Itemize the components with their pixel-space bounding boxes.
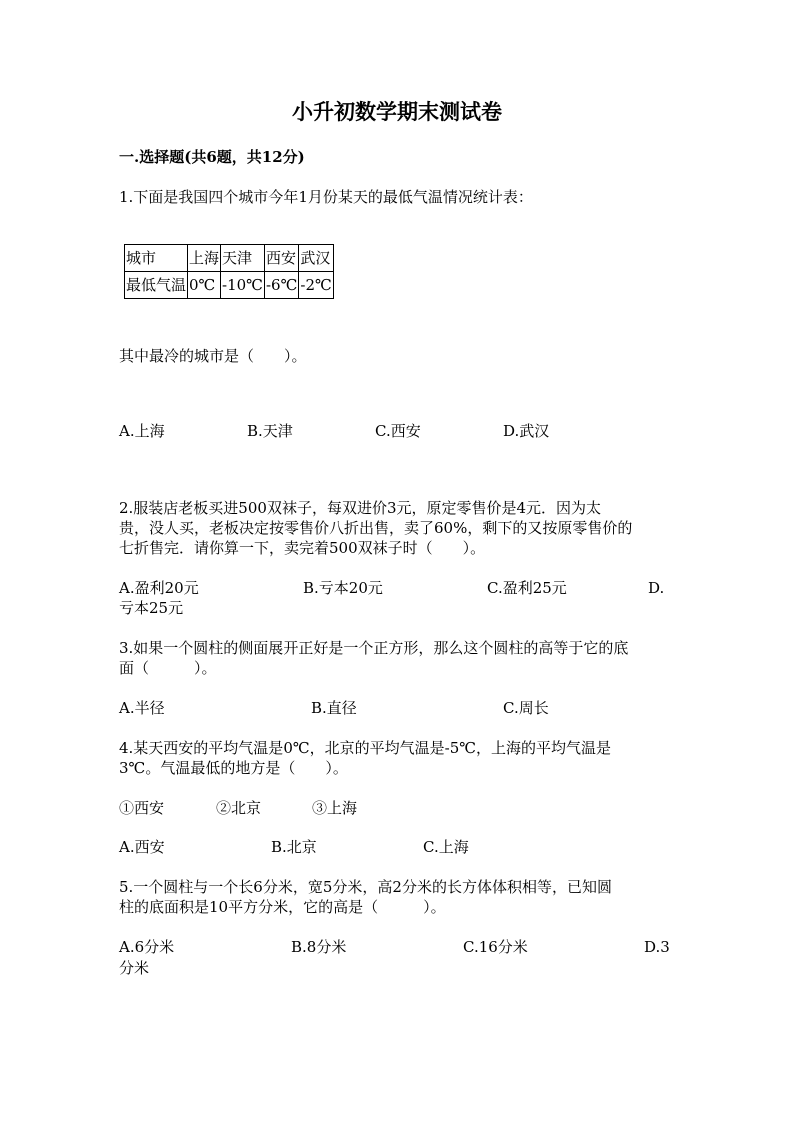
- table-cell: 最低气温: [125, 272, 188, 299]
- table-cell: 城市: [125, 245, 188, 272]
- temperature-table: [124, 244, 334, 299]
- table-cell: -10℃: [221, 272, 265, 299]
- q2-line-2: 贵，没人买，老板决定按零售价八折出售，卖了60%，剩下的又按原零售价的: [119, 519, 633, 537]
- table-cell: -6℃: [264, 272, 298, 299]
- q1-question: 其中最冷的城市是（ ）。: [119, 347, 307, 365]
- table-row: [125, 245, 334, 272]
- q4-line-1: 4.某天西安的平均气温是0℃，北京的平均气温是-5℃，上海的平均气温是: [119, 739, 612, 757]
- table-cell: 西安: [264, 245, 298, 272]
- q2-option-d[interactable]: D.: [648, 579, 665, 597]
- q5-option-d[interactable]: D.3: [644, 938, 670, 956]
- q1-stem: 1.下面是我国四个城市今年1月份某天的最低气温情况统计表：: [119, 188, 533, 206]
- q2-line-1: 2.服装店老板买进500双袜子，每双进价3元，原定零售价是4元．因为太: [119, 499, 602, 517]
- q4-item-3: ③上海: [312, 799, 358, 817]
- q3-line-2: 面（ ）。: [119, 659, 217, 677]
- q4-option-c[interactable]: C.上海: [423, 838, 469, 856]
- q5-line-2: 柱的底面积是10平方分米，它的高是（ ）。: [119, 898, 446, 916]
- q3-line-1: 3.如果一个圆柱的侧面展开正好是一个正方形，那么这个圆柱的高等于它的底: [119, 639, 629, 657]
- q2-option-d-wrap: 亏本25元: [119, 599, 184, 617]
- table-cell: -2℃: [299, 272, 333, 299]
- q2-option-c[interactable]: C.盈利25元: [487, 579, 567, 597]
- table-cell: 天津: [221, 245, 265, 272]
- q2-option-a[interactable]: A.盈利20元: [119, 579, 199, 597]
- q5-option-d-wrap: 分米: [119, 959, 150, 977]
- q5-line-1: 5.一个圆柱与一个长6分米，宽5分米，高2分米的长方体体积相等，已知圆: [119, 878, 612, 896]
- table-cell: 武汉: [299, 245, 333, 272]
- q4-option-a[interactable]: A.西安: [119, 838, 165, 856]
- q4-item-2: ②北京: [216, 799, 262, 817]
- q1-option-b[interactable]: B.天津: [247, 422, 293, 440]
- q3-option-a[interactable]: A.半径: [119, 699, 165, 717]
- q4-item-1: ①西安: [119, 799, 165, 817]
- table-cell: 上海: [188, 245, 221, 272]
- q3-option-c[interactable]: C.周长: [503, 699, 549, 717]
- q1-option-c[interactable]: C.西安: [375, 422, 421, 440]
- q2-line-3: 七折售完．请你算一下，卖完着500双袜子时（ ）。: [119, 539, 486, 557]
- q4-line-2: 3℃。气温最低的地方是（ ）。: [119, 759, 348, 777]
- q5-option-c[interactable]: C.16分米: [463, 938, 528, 956]
- q3-option-b[interactable]: B.直径: [311, 699, 357, 717]
- table-row: [125, 272, 334, 299]
- table-cell: 0℃: [188, 272, 221, 299]
- q1-option-d[interactable]: D.武汉: [503, 422, 550, 440]
- q1-option-a[interactable]: A.上海: [119, 422, 165, 440]
- page-title: 小升初数学期末测试卷: [292, 99, 502, 124]
- q2-option-b[interactable]: B.亏本20元: [303, 579, 383, 597]
- q4-option-b[interactable]: B.北京: [271, 838, 317, 856]
- q5-option-a[interactable]: A.6分米: [119, 938, 175, 956]
- section-heading: 一.选择题(共6题，共12分): [119, 148, 305, 166]
- q5-option-b[interactable]: B.8分米: [291, 938, 347, 956]
